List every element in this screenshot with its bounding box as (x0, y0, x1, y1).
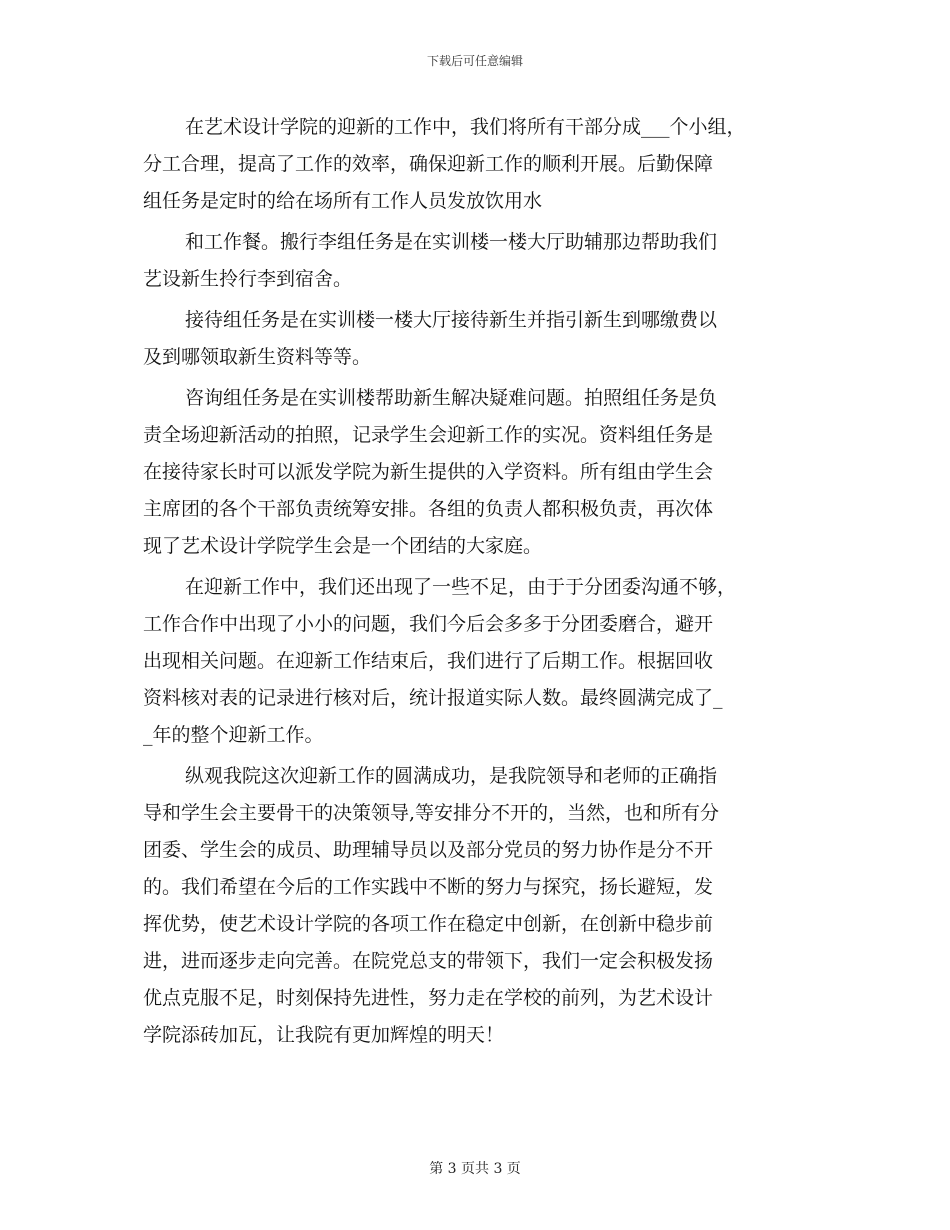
text-line: 导和学生会主要骨干的决策领导,等安排分不开的，当然，也和所有分 (143, 802, 720, 824)
text-line: 出现相关问题。在迎新工作结束后，我们进行了后期工作。根据回收 (143, 650, 714, 672)
text-line: 组任务是定时的给在场所有工作人员发放饮用水 (143, 190, 543, 212)
text-line: 在迎新工作中，我们还出现了一些不足，由于于分团委沟通不够， (185, 576, 737, 598)
text-line: 咨询组任务是在实训楼帮助新生解决疑难问题。拍照组任务是负 (185, 387, 718, 409)
text-line: 现了艺术设计学院学生会是一个团结的大家庭。 (143, 535, 543, 557)
text-line: _年的整个迎新工作。 (143, 724, 324, 746)
text-line: 优点克服不足，时刻保持先进性，努力走在学校的前列，为艺术设计 (143, 987, 714, 1009)
text-line: 及到哪领取新生资料等等。 (143, 346, 372, 368)
text-line: 工作合作中出现了小小的问题，我们今后会多多于分团委磨合，避开 (143, 613, 714, 635)
page-header: 下载后可任意编辑 (426, 54, 523, 68)
text-line: 在接待家长时可以派发学院为新生提供的入学资料。所有组由学生会 (143, 461, 714, 483)
text-line: 团委、学生会的成员、助理辅导员以及部分党员的努力协作是分不开 (143, 839, 714, 861)
text-line: 资料核对表的记录进行核对后，统计报道实际人数。最终圆满完成了_ (143, 687, 723, 709)
document-body (143, 109, 823, 1054)
text-line: 纵观我院这次迎新工作的圆满成功，是我院领导和老师的正确指 (185, 765, 718, 787)
text-line: 责全场迎新活动的拍照，记录学生会迎新工作的实况。资料组任务是 (143, 424, 714, 446)
text-line: 和工作餐。搬行李组任务是在实训楼一楼大厅助辅那边帮助我们 (185, 231, 718, 253)
text-line: 接待组任务是在实训楼一楼大厅接待新生并指引新生到哪缴费以 (185, 309, 718, 331)
text-line: 主席团的各个干部负责统筹安排。各组的负责人都积极负责，再次体 (143, 498, 714, 520)
text-line: 挥优势，使艺术设计学院的各项工作在稳定中创新，在创新中稳步前 (143, 913, 714, 935)
text-line: 分工合理，提高了工作的效率，确保迎新工作的顺利开展。后勤保障 (143, 153, 714, 175)
text-line: 在艺术设计学院的迎新的工作中，我们将所有干部分成___个小组， (185, 116, 746, 138)
text-line: 艺设新生拎行李到宿舍。 (143, 268, 353, 290)
text-line: 学院添砖加瓦，让我院有更加辉煌的明天！ (143, 1024, 505, 1046)
text-line: 进，进而逐步走向完善。在院党总支的带领下，我们一定会积极发扬 (143, 950, 714, 972)
page-footer: 第 3 页共 3 页 (429, 1161, 521, 1177)
text-line: 的。我们希望在今后的工作实践中不断的努力与探究，扬长避短，发 (143, 876, 714, 898)
